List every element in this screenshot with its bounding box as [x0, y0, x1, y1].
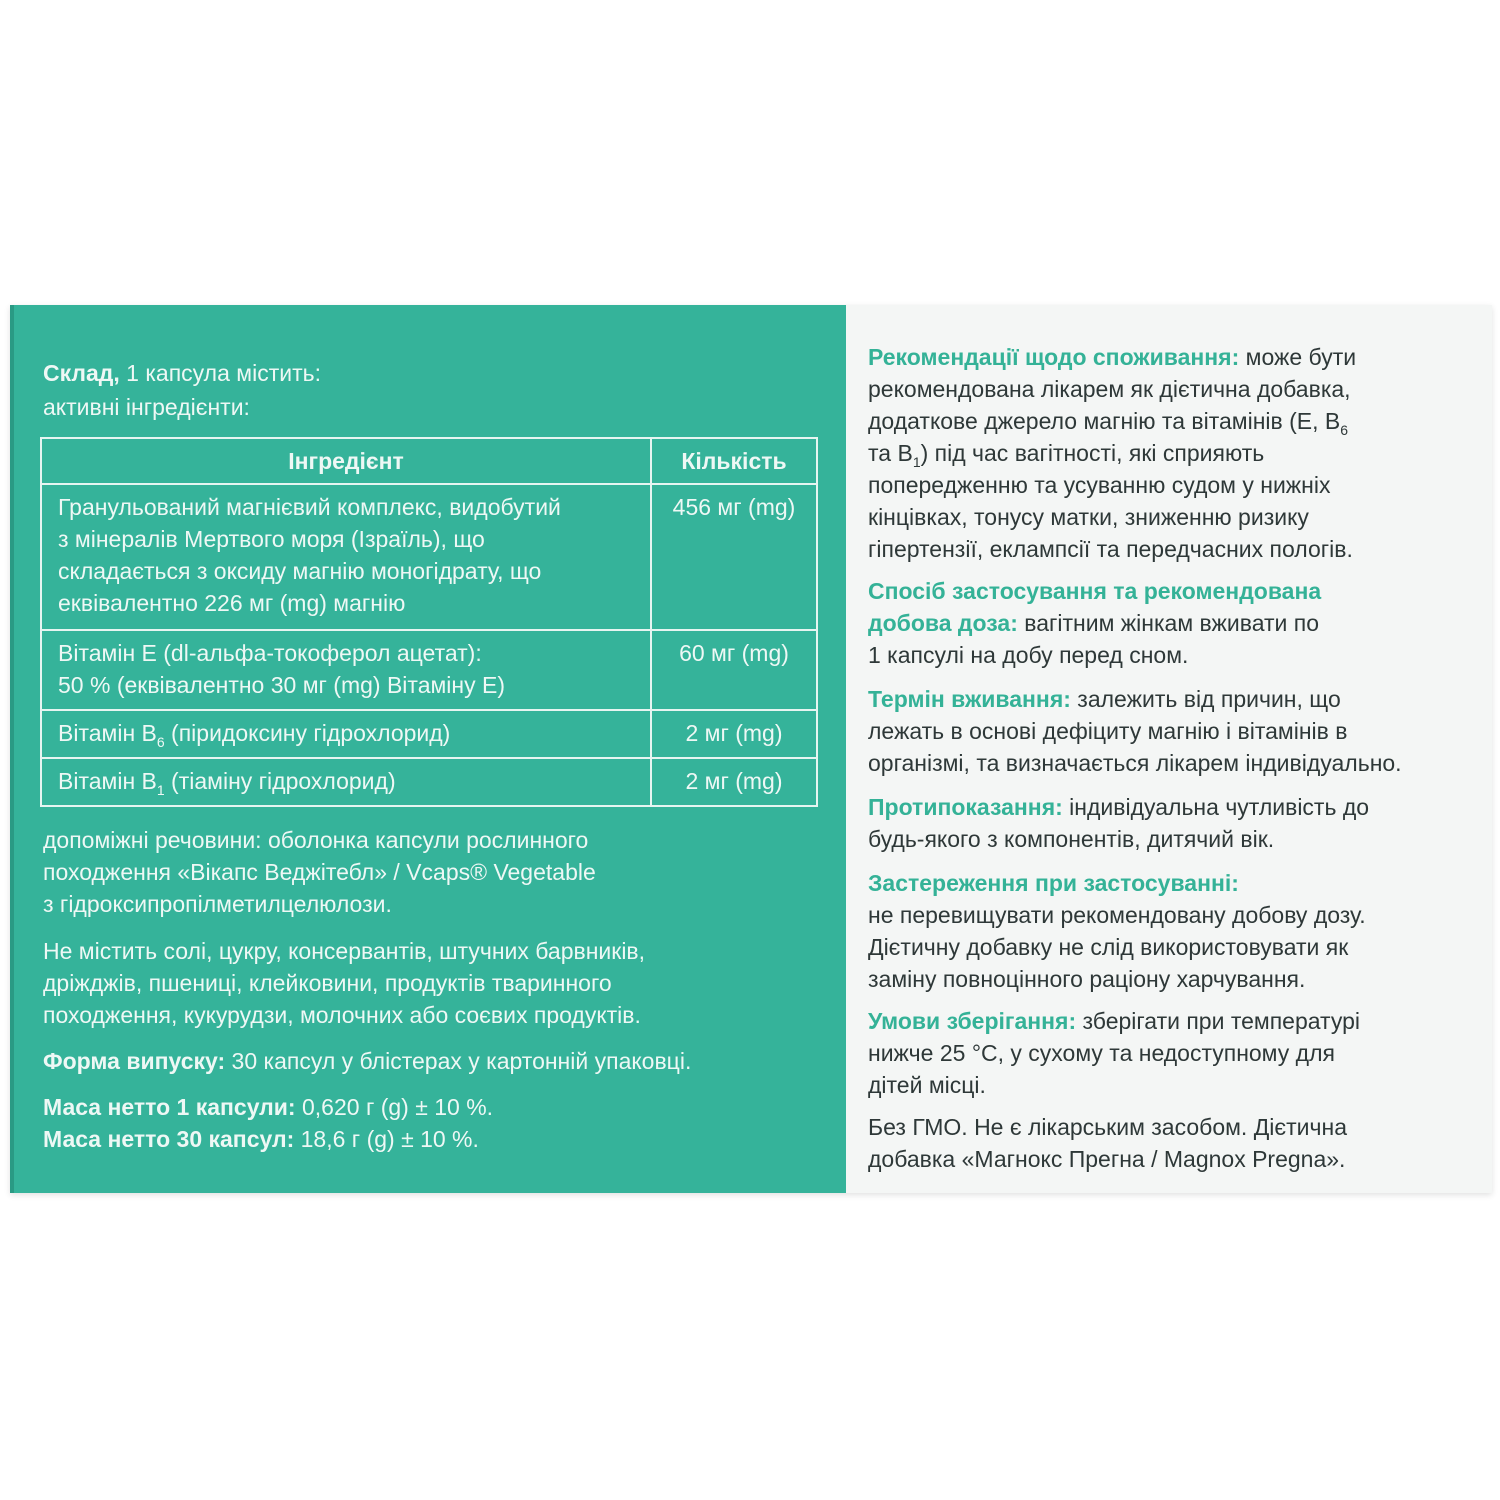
recommendation-text: та В — [868, 440, 913, 466]
net-weight-1 — [43, 1091, 493, 1123]
ingredient-line: еквівалентно 226 мг (mg) магнію — [58, 590, 406, 616]
header-ingredient: Інгредієнт — [288, 448, 404, 474]
table-header-row — [42, 439, 816, 485]
storage-line — [868, 1005, 1360, 1037]
composition-label: Склад, — [43, 360, 120, 386]
contraindications-text: індивідуальна чутливість до — [1062, 794, 1370, 820]
net-weight-1-label: Маса нетто 1 капсули: — [43, 1094, 296, 1120]
ingredient-amount: 2 мг (mg) — [650, 759, 816, 805]
excipients-line: походження «Вікапс Веджітебл» / Vcaps® Vegetable — [43, 859, 596, 885]
subscript: 1 — [912, 454, 921, 470]
recommendation-line: кінцівках, тонусу матки, зниженню ризику — [868, 504, 1309, 530]
ingredient-subscript: 1 — [156, 782, 165, 798]
dose-text: вагітним жінкам вживати по — [1017, 610, 1320, 636]
recommendation-text: додаткове джерело магнію та вітамінів (Е, В — [868, 408, 1341, 434]
ingredient-name-suffix: (тіаміну гідрохлорид) — [164, 768, 396, 794]
ingredient-amount: 60 мг (mg) — [650, 631, 816, 709]
warnings-heading: Застереження при застосуванні: — [868, 870, 1239, 896]
active-ingredients-label: активні інгредієнти: — [43, 394, 250, 420]
term-text: залежить від причин, що — [1070, 686, 1341, 712]
free-of-line: походження, кукурудзи, молочних або соєвих продуктів. — [43, 1002, 641, 1028]
recommendation-line — [868, 341, 1356, 373]
table-row — [42, 759, 816, 805]
release-form-text: 30 капсул у блістерах у картонній упаковці. — [225, 1048, 692, 1074]
composition-line — [43, 357, 321, 389]
subscript: 6 — [1340, 422, 1349, 438]
term-heading: Термін вживання: — [868, 686, 1071, 712]
recommendation-line — [868, 405, 1348, 440]
ingredient-name — [42, 485, 650, 625]
excipients-line: з гідроксипропілметилцелюлози. — [43, 891, 392, 917]
usage-panel — [846, 305, 1492, 1193]
term-line: організмі, та визначається лікарем індивідуально. — [868, 750, 1402, 776]
ingredient-line: Вітамін Е (dl-альфа-токоферол ацетат): — [58, 640, 482, 666]
dose-line — [868, 607, 1319, 639]
recommendation-heading: Рекомендації щодо споживання: — [868, 344, 1240, 370]
contraindications-line: будь-якого з компонентів, дитячий вік. — [868, 826, 1275, 852]
ingredient-name — [42, 711, 650, 758]
composition-panel — [10, 305, 846, 1193]
ingredient-subscript: 6 — [156, 734, 165, 750]
ingredient-amount: 456 мг (mg) — [650, 485, 816, 629]
table-row — [42, 631, 816, 711]
net-weight-30-text: 18,6 г (g) ± 10 %. — [294, 1126, 479, 1152]
dose-line: 1 капсулі на добу перед сном. — [868, 642, 1189, 668]
storage-line: дітей місці. — [868, 1072, 986, 1098]
recommendation-line — [868, 437, 1264, 472]
net-weight-30-label: Маса нетто 30 капсул: — [43, 1126, 295, 1152]
ingredient-amount: 2 мг (mg) — [650, 711, 816, 757]
package-back-panel — [10, 305, 1492, 1193]
ingredient-line: складається з оксиду магнію моногідрату, що — [58, 558, 542, 584]
term-line — [868, 683, 1341, 715]
net-weight-1-text: 0,620 г (g) ± 10 %. — [295, 1094, 494, 1120]
warnings-line: не перевищувати рекомендовану добову дозу. — [868, 902, 1366, 928]
dose-heading: добова доза: — [868, 610, 1018, 636]
excipients-line: допоміжні речовини: оболонка капсули рослинного — [43, 827, 589, 853]
release-form — [43, 1045, 691, 1077]
ingredient-name-suffix: (піридоксину гідрохлорид) — [164, 720, 451, 746]
ingredient-line: з мінералів Мертвого моря (Ізраїль), що — [58, 526, 485, 552]
ingredient-line: Гранульований магнієвий комплекс, видобутий — [58, 494, 561, 520]
box-edge — [10, 305, 14, 1193]
contraindications-line — [868, 791, 1369, 823]
free-of-line: дріжджів, пшениці, клейковини, продуктів тваринного — [43, 970, 612, 996]
recommendation-line: рекомендована лікарем як дієтична добавка, — [868, 376, 1351, 402]
term-line: лежать в основі дефіциту магнію і вітамінів в — [868, 718, 1348, 744]
ingredient-line: 50 % (еквівалентно 30 мг (mg) Вітаміну Е) — [58, 672, 505, 698]
ingredient-name-prefix: Вітамін В — [58, 720, 157, 746]
free-of-line: Не містить солі, цукру, консервантів, штучних барвників, — [43, 938, 646, 964]
warnings-line: заміну повноцінного раціону харчування. — [868, 966, 1306, 992]
storage-text: зберігати при температурі — [1076, 1008, 1360, 1034]
warnings-line: Дієтичну добавку не слід використовувати як — [868, 934, 1349, 960]
recommendation-line: гіпертензії, еклампсії та передчасних пологів. — [868, 536, 1353, 562]
table-row — [42, 485, 816, 631]
dose-heading: Спосіб застосування та рекомендована — [868, 578, 1322, 604]
ingredient-name-prefix: Вітамін В — [58, 768, 157, 794]
storage-line: нижче 25 °С, у сухому та недоступному для — [868, 1040, 1335, 1066]
header-amount: Кількість — [650, 439, 816, 483]
recommendation-line: попередженню та усуванню судом у нижніх — [868, 472, 1331, 498]
contraindications-heading: Протипоказання: — [868, 794, 1063, 820]
composition-text: 1 капсула містить: — [119, 360, 321, 386]
recommendation-text: може бути — [1239, 344, 1357, 370]
ingredient-name — [42, 631, 650, 707]
table-row — [42, 711, 816, 759]
net-weight-30 — [43, 1123, 479, 1155]
ingredient-name — [42, 759, 650, 806]
storage-heading: Умови зберігання: — [868, 1008, 1077, 1034]
footer-line: Без ГМО. Не є лікарським засобом. Дієтична — [868, 1114, 1347, 1140]
footer-line: добавка «Магнокс Прегна / Magnox Pregna». — [868, 1146, 1346, 1172]
release-form-label: Форма випуску: — [43, 1048, 226, 1074]
ingredients-table — [40, 437, 818, 807]
recommendation-text: ) під час вагітності, які сприяють — [920, 440, 1265, 466]
